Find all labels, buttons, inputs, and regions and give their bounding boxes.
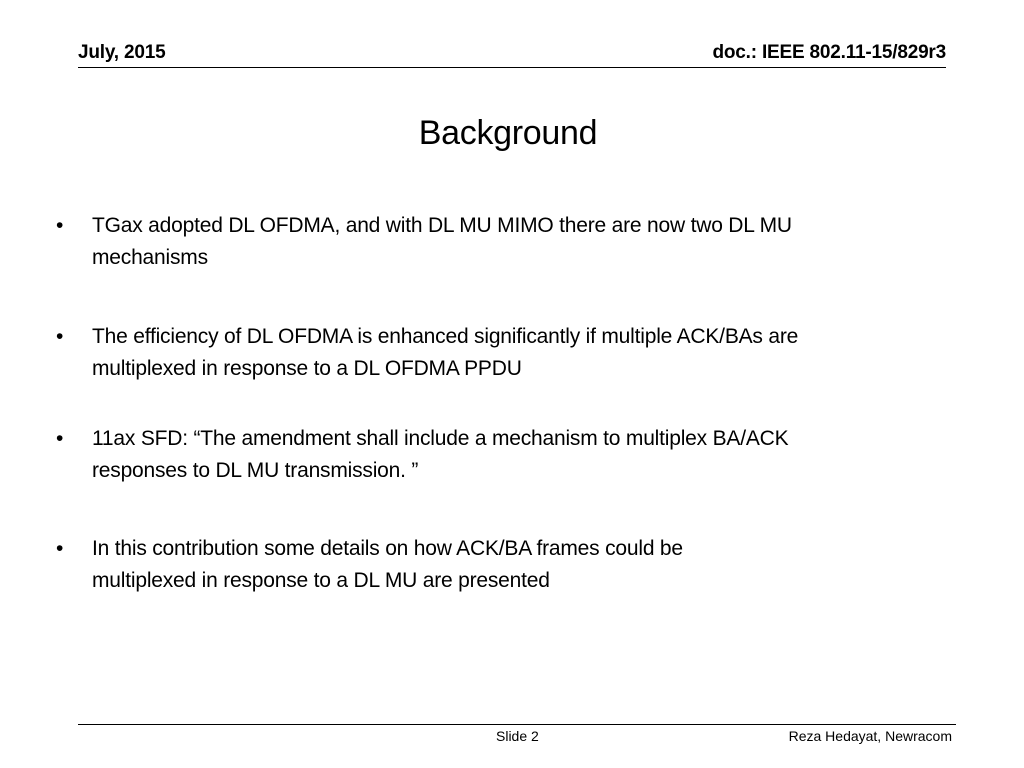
bullet-item-3 [56, 423, 956, 487]
bullet-item-4 [56, 533, 956, 597]
bullet-line: TGax adopted DL OFDMA, and with DL MU MIMO there are now two DL MU [92, 214, 792, 237]
bullet-text [92, 210, 952, 274]
footer-author: Reza Hedayat, Newracom [788, 728, 952, 744]
footer-divider [78, 724, 956, 725]
bullet-line: The efficiency of DL OFDMA is enhanced significantly if multiple ACK/BAs are [92, 325, 799, 348]
footer-slide-number: Slide 2 [496, 728, 539, 744]
bullet-item-1 [56, 210, 956, 274]
slide-title: Background [418, 114, 598, 152]
bullet-marker: • [56, 427, 64, 450]
bullet-line: mechanisms [92, 246, 208, 269]
header-doc-id: doc.: IEEE 802.11-15/829r3 [712, 42, 946, 63]
bullet-text [92, 321, 952, 385]
bullet-line: In this contribution some details on how ACK/BA frames could be [92, 537, 683, 560]
bullet-text [92, 533, 952, 597]
bullet-line: 11ax SFD: “The amendment shall include a mechanism to multiplex BA/ACK [92, 427, 789, 450]
bullet-line: multiplexed in response to a DL MU are presented [92, 569, 550, 592]
bullet-marker: • [56, 537, 64, 560]
bullet-marker: • [56, 325, 64, 348]
bullet-item-2 [56, 321, 956, 385]
header-divider [78, 67, 946, 68]
bullet-text [92, 423, 952, 487]
bullet-line: responses to DL MU transmission. ” [92, 459, 419, 482]
bullet-line: multiplexed in response to a DL OFDMA PPDU [92, 357, 522, 380]
bullet-marker: • [56, 214, 64, 237]
header-date: July, 2015 [78, 42, 166, 63]
